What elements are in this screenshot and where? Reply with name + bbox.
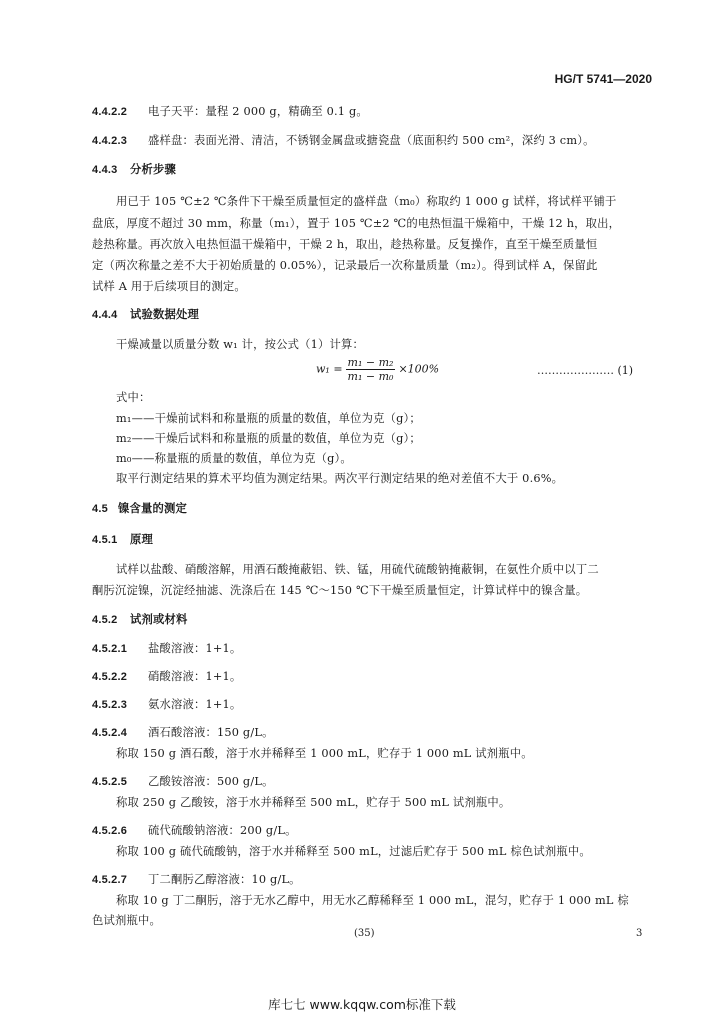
paragraph-line: 盘底，厚度不超过 30 mm，称量（m₁），置于 105 ℃±2 ℃的电热恒温干燥箱中，干燥 12 h，取出，	[92, 217, 621, 230]
clause-number: 4.5.2.2	[92, 671, 128, 683]
paragraph-line: 定（两次称量之差不大于初始质量的 0.05%），记录最后一次称量质量（m₂）。得到试样 A，保留此	[92, 259, 598, 272]
reagent-text: 酒石酸溶液：150 g/L。	[148, 726, 274, 739]
section-number: 4.5.1	[92, 534, 118, 546]
clause-4-4-2-3	[92, 132, 595, 148]
formula-numerator: m₁ − m₂	[347, 356, 394, 369]
section-title: 分析步骤	[130, 162, 176, 176]
paragraph-line: 酮肟沉淀镍，沉淀经抽滤、洗涤后在 145 ℃～150 ℃下干燥至质量恒定，计算试样中的镍含量。	[92, 584, 588, 597]
page-number: 3	[636, 928, 643, 939]
section-number: 4.5.2	[92, 614, 118, 626]
section-title: 原理	[130, 532, 153, 546]
reagent-detail: 称取 150 g 酒石酸，溶于水并稀释至 1 000 mL，贮存于 1 000 mL 试剂瓶中。	[116, 747, 533, 760]
result-statement: 取平行测定结果的算术平均值为测定结果。两次平行测定结果的绝对差值不大于 0.6%。	[116, 472, 564, 485]
clause-number: 4.5.2.5	[92, 776, 128, 788]
clause-number: 4.5.2.4	[92, 727, 128, 739]
reagent-detail: 色试剂瓶中。	[92, 914, 161, 927]
clause-number: 4.5.2.7	[92, 874, 128, 886]
equation-number: ………………… (1)	[537, 364, 634, 377]
paragraph-line: 试样 A 用于后续项目的测定。	[92, 280, 246, 293]
clause-number: 4.4.2.3	[92, 135, 128, 147]
paragraph-line: 用已于 105 ℃±2 ℃条件下干燥至质量恒定的盛样盘（m₀）称取约 1 000 g 试样，将试样平铺于	[116, 195, 617, 208]
reagent-detail: 称取 100 g 硫代硫酸钠，溶于水并稀释至 500 mL，过滤后贮存于 500 mL 棕色试剂瓶中。	[116, 845, 591, 858]
reagent-item	[92, 668, 241, 684]
clause-number: 4.5.2.3	[92, 699, 128, 711]
section-title: 镍含量的测定	[118, 501, 187, 515]
reagent-text: 硫代硫酸钠溶液：200 g/L。	[148, 824, 297, 837]
clause-4-4-2-2	[92, 103, 368, 119]
section-4-5-1-heading	[92, 531, 153, 547]
section-title: 试剂或材料	[130, 612, 188, 626]
footer-watermark: 库七七 www.kqqw.com标准下载	[268, 997, 456, 1012]
variable-definition: m₀——称量瓶的质量的数值，单位为克（g）。	[116, 452, 352, 465]
reagent-item	[92, 696, 241, 712]
section-number: 4.4.3	[92, 164, 118, 176]
reagent-text: 盐酸溶液：1+1。	[148, 642, 242, 655]
reagent-item	[92, 640, 241, 656]
standard-code: HG/T 5741—2020	[554, 72, 652, 86]
reagent-item	[92, 773, 274, 789]
section-4-5-2-heading	[92, 611, 188, 627]
formula-fraction	[346, 356, 396, 383]
reagent-text: 丁二酮肟乙醇溶液：10 g/L。	[148, 873, 301, 886]
formula-intro: 干燥减量以质量分数 w₁ 计，按公式（1）计算：	[116, 338, 365, 351]
reagent-item	[92, 724, 274, 740]
clause-text: 盛样盘：表面光滑、清洁，不锈钢金属盘或搪瓷盘（底面积约 500 cm²，深约 3 cm）。	[148, 134, 595, 147]
page-number-center: (35)	[354, 928, 375, 939]
formula-denominator: m₁ − m₀	[347, 370, 394, 383]
clause-number: 4.4.2.2	[92, 106, 128, 118]
section-4-5-heading	[92, 500, 187, 516]
reagent-text: 硝酸溶液：1+1。	[148, 670, 242, 683]
formula-rhs: ×100%	[398, 362, 440, 376]
variable-definition: m₁——干燥前试料和称量瓶的质量的数值，单位为克（g）；	[116, 412, 421, 425]
clause-number: 4.5.2.6	[92, 825, 128, 837]
formula-1	[316, 356, 439, 383]
clause-text: 电子天平：量程 2 000 g，精确至 0.1 g。	[148, 105, 368, 118]
reagent-detail: 称取 250 g 乙酸铵，溶于水并稀释至 500 mL，贮存于 500 mL 试剂瓶中。	[116, 796, 511, 809]
where-label: 式中：	[116, 391, 151, 404]
section-4-4-4-heading	[92, 306, 199, 322]
reagent-item	[92, 871, 301, 887]
section-number: 4.4.4	[92, 309, 118, 321]
paragraph-line: 试样以盐酸、硝酸溶解，用酒石酸掩蔽铝、铁、锰，用硫代硫酸钠掩蔽铜，在氨性介质中以丁二	[116, 563, 599, 576]
clause-number: 4.5.2.1	[92, 643, 128, 655]
reagent-item	[92, 822, 297, 838]
paragraph-line: 趁热称量。再次放入电热恒温干燥箱中，干燥 2 h，取出，趁热称量。反复操作，直至干燥至质量恒	[92, 238, 598, 251]
formula-lhs: w₁ =	[316, 362, 343, 376]
reagent-detail: 称取 10 g 丁二酮肟，溶于无水乙醇中，用无水乙醇稀释至 1 000 mL，混匀，贮存于 1 000 mL 棕	[116, 894, 629, 907]
variable-definition: m₂——干燥后试料和称量瓶的质量的数值，单位为克（g）；	[116, 432, 421, 445]
section-4-4-3-heading	[92, 161, 176, 177]
reagent-text: 氨水溶液：1+1。	[148, 698, 242, 711]
reagent-text: 乙酸铵溶液：500 g/L。	[148, 775, 274, 788]
section-title: 试验数据处理	[130, 307, 199, 321]
section-number: 4.5	[92, 503, 108, 515]
